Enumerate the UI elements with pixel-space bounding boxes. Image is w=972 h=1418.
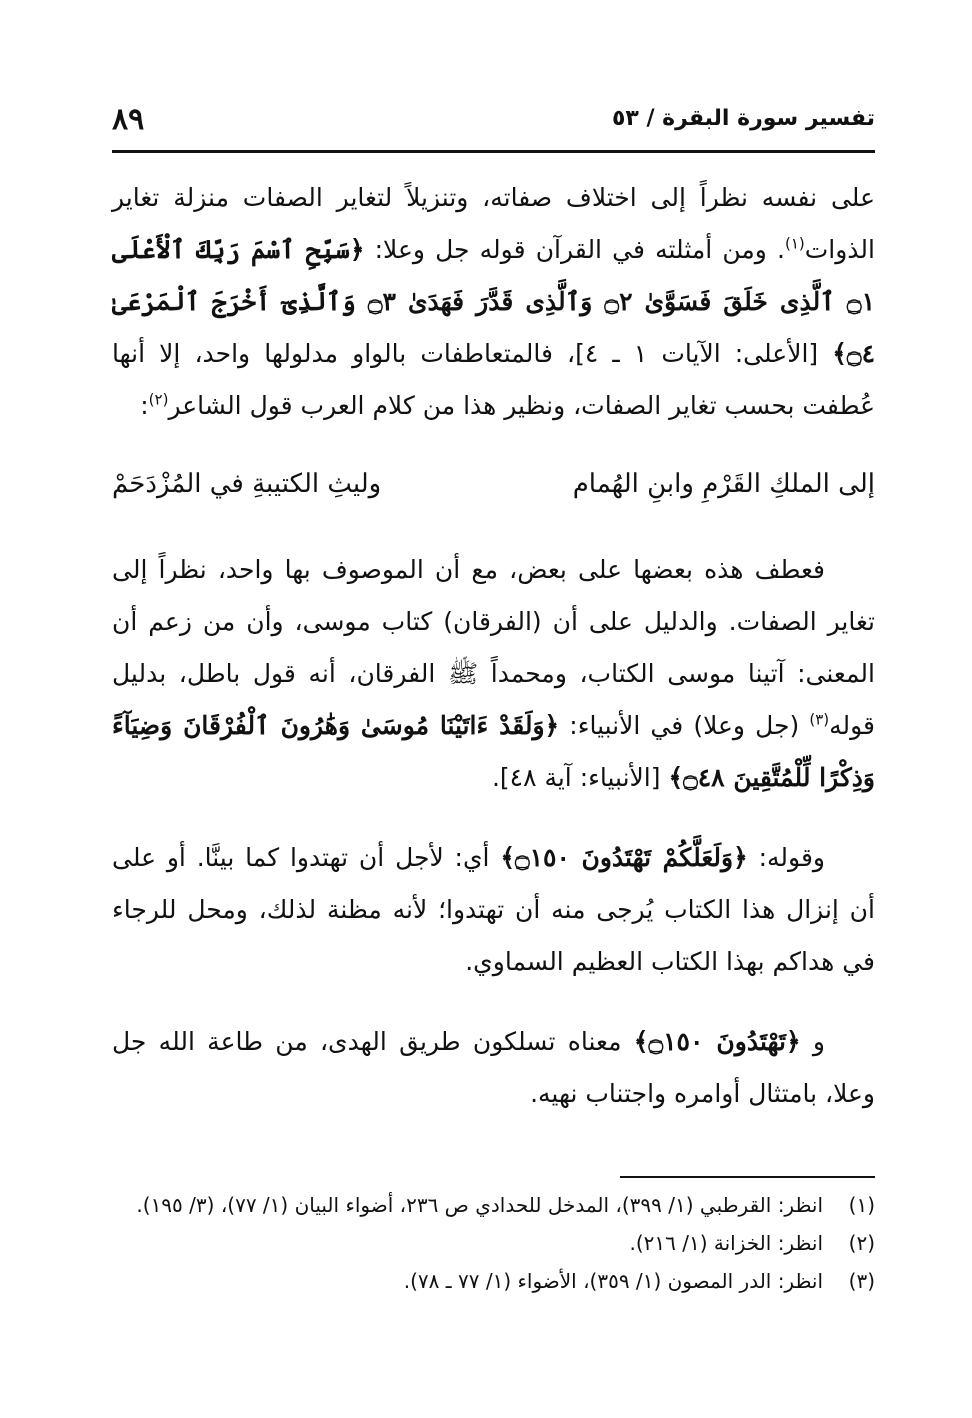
quran-verse-tahtadun: ﴿وَلَعَلَّكُمْ تَهْتَدُونَ ۝١٥٠﴾ <box>500 843 748 872</box>
paragraph-3 <box>112 832 875 988</box>
p2-text-c: [الأنبياء: آية ٤٨]. <box>491 763 669 792</box>
p2-text-b: (جل وعلا) في الأنبياء: <box>559 711 810 740</box>
paragraph-1 <box>112 172 875 432</box>
footnote-number: (٣) <box>848 1269 875 1293</box>
paragraph-2 <box>112 544 875 804</box>
footnote-2 <box>112 1226 875 1260</box>
page-header <box>112 96 875 146</box>
footnote-text: انظر: القرطبي (١/ ٣٩٩)، المدخل للحدادي ص ٢٣٦، أضواء البيان (١/ ٧٧)، (٣/ ١٩٥). <box>136 1193 823 1217</box>
p3-text-b: أي: لأجل أن تهتدوا كما بينَّا. أو على أن إنزال هذا الكتاب يُرجى منه أن تهتدوا؛ لأنه مظنة لذلك، ومحل للرجاء في هداكم بهذا الكتاب العظيم السماوي. <box>112 843 875 976</box>
page-number: ٨٩ <box>112 102 145 137</box>
running-title: تفسير سورة البقرة / ٥٣ <box>611 106 875 131</box>
footnote-number: (١) <box>848 1193 875 1217</box>
header-rule <box>112 150 875 153</box>
footnote-ref-2: (٢) <box>148 390 169 409</box>
p1-text-a: على نفسه نظراً إلى اختلاف صفاته، وتنزيلاً لتغاير الصفات منزلة تغاير الذوات <box>112 183 875 264</box>
footnote-3 <box>112 1264 875 1298</box>
p2-text-a: فعطف هذه بعضها على بعض، مع أن الموصوف بها واحد، نظراً إلى تغاير الصفات. والدليل على أن (الفرقان) كتاب موسى، وأن من زعم أن المعنى: آتينا موسى الكتاب، ومحمداً ﷺ الفرقان، أنه قول باطل، بدليل قوله <box>112 555 875 740</box>
footnote-number: (٢) <box>848 1231 875 1255</box>
footnote-text: انظر: الخزانة (١/ ٢١٦). <box>629 1231 823 1255</box>
footnote-text: انظر: الدر المصون (١/ ٣٥٩)، الأضواء (١/ ٧٧ ـ ٧٨). <box>403 1269 823 1293</box>
footnote-ref-1: (١) <box>784 234 805 253</box>
p4-text-a: و <box>800 1027 825 1056</box>
p1-text-d: : <box>140 391 149 420</box>
poem-hemistich-first: إلى الملكِ القَرْمِ وابنِ الهُمام <box>572 469 875 499</box>
footnotes <box>112 1188 875 1302</box>
poem-hemistich-second: وليثِ الكتيبةِ في المُزْدَحَمْ <box>112 469 382 499</box>
footnote-separator <box>620 1176 875 1178</box>
quran-verse-al-ala: ﴿سَبِّحِ ٱسْمَ رَبِّكَ ٱلْأَعْلَى ۝١ ٱلَّذِى خَلَقَ فَسَوَّىٰ ۝٢ وَٱلَّذِى قَدَّرَ فَهَدَىٰ ۝٣ وَٱلَّذِىٓ أَخْرَجَ ٱلْمَرْعَىٰ ۝٤﴾ <box>112 235 875 368</box>
footnote-1 <box>112 1188 875 1222</box>
p1-text-b: . ومن أمثلته في القرآن قوله جل وعلا: <box>364 235 785 264</box>
main-text <box>112 172 875 1120</box>
quran-verse-al-anbiya: ﴿وَلَقَدْ ءَاتَيْنَا مُوسَىٰ وَهَٰرُونَ ٱلْفُرْقَانَ وَضِيَآءً وَذِكْرًا لِّلْمُتَّقِينَ ۝٤٨﴾ <box>112 711 875 792</box>
quran-verse-tahtadun-2: ﴿تَهْتَدُونَ ۝١٥٠﴾ <box>633 1027 801 1056</box>
poetry-verse <box>112 452 875 516</box>
paragraph-4 <box>112 1016 875 1120</box>
footnote-ref-3: (٣) <box>809 710 830 729</box>
p1-text-c: [الأعلى: الآيات ١ ـ ٤]، فالمتعاطفات بالواو مدلولها واحد، إلا أنها عُطفت بحسب تغاير الصفات، ونظير هذا من كلام العرب قول الشاعر <box>112 339 875 420</box>
p3-text-a: وقوله: <box>747 843 825 872</box>
p4-text-b: معناه تسلكون طريق الهدى، من طاعة الله جل وعلا، بامتثال أوامره واجتناب نهيه. <box>112 1027 875 1108</box>
